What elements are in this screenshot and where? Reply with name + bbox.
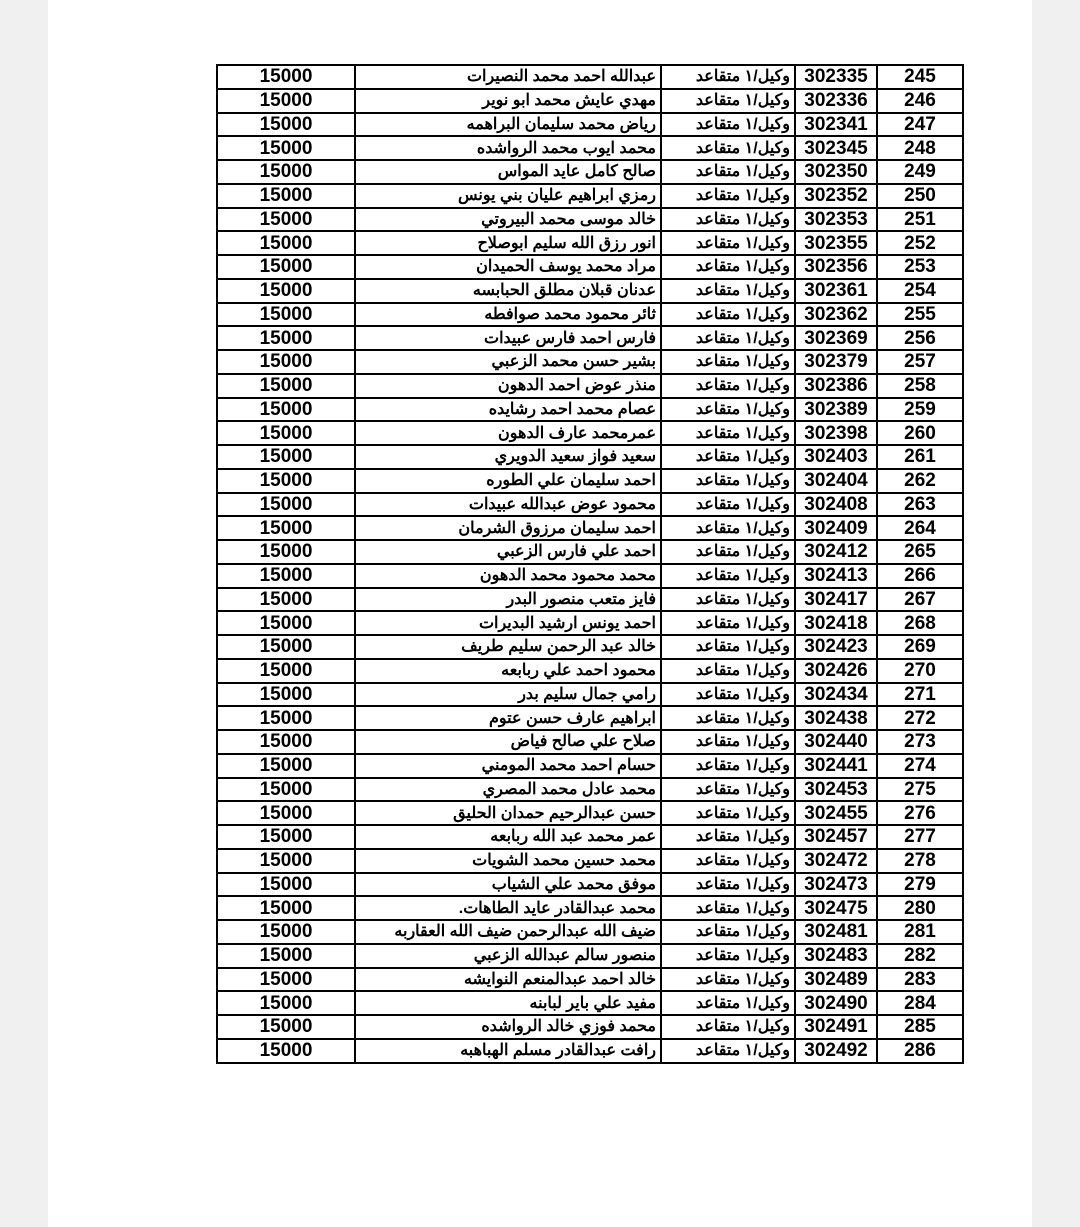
cell-amount: 15000 — [217, 350, 355, 374]
cell-military-number: 302412 — [795, 540, 877, 564]
cell-military-number: 302352 — [795, 184, 877, 208]
table-row — [217, 683, 963, 707]
cell-name: بشير حسن محمد الزعبي — [355, 350, 661, 374]
cell-serial: 285 — [877, 1015, 963, 1039]
cell-military-number: 302453 — [795, 778, 877, 802]
cell-name: صلاح علي صالح فياض — [355, 730, 661, 754]
cell-amount: 15000 — [217, 920, 355, 944]
cell-serial: 278 — [877, 849, 963, 873]
cell-serial: 245 — [877, 65, 963, 89]
cell-serial: 269 — [877, 635, 963, 659]
cell-rank: وكيل/١ متقاعد — [661, 89, 795, 113]
table-row — [217, 493, 963, 517]
cell-serial: 253 — [877, 255, 963, 279]
table-body — [217, 65, 963, 1063]
cell-rank: وكيل/١ متقاعد — [661, 1039, 795, 1063]
cell-name: محمد عادل محمد المصري — [355, 778, 661, 802]
cell-serial: 282 — [877, 944, 963, 968]
cell-rank: وكيل/١ متقاعد — [661, 469, 795, 493]
cell-rank: وكيل/١ متقاعد — [661, 113, 795, 137]
table-row — [217, 350, 963, 374]
table-row — [217, 89, 963, 113]
cell-rank: وكيل/١ متقاعد — [661, 873, 795, 897]
cell-serial: 254 — [877, 279, 963, 303]
cell-name: محمود عوض عبدالله عبيدات — [355, 493, 661, 517]
cell-military-number: 302481 — [795, 920, 877, 944]
table-row — [217, 706, 963, 730]
table-row — [217, 896, 963, 920]
table-row — [217, 279, 963, 303]
cell-name: حسام احمد محمد المومني — [355, 754, 661, 778]
cell-rank: وكيل/١ متقاعد — [661, 896, 795, 920]
cell-name: موفق محمد علي الشياب — [355, 873, 661, 897]
table-row — [217, 1015, 963, 1039]
cell-rank: وكيل/١ متقاعد — [661, 968, 795, 992]
cell-serial: 249 — [877, 160, 963, 184]
cell-amount: 15000 — [217, 825, 355, 849]
cell-rank: وكيل/١ متقاعد — [661, 564, 795, 588]
cell-rank: وكيل/١ متقاعد — [661, 231, 795, 255]
cell-rank: وكيل/١ متقاعد — [661, 754, 795, 778]
cell-military-number: 302492 — [795, 1039, 877, 1063]
cell-name: احمد علي فارس الزعبي — [355, 540, 661, 564]
cell-name: مفيد علي باير لبابنه — [355, 991, 661, 1015]
cell-rank: وكيل/١ متقاعد — [661, 398, 795, 422]
cell-name: انور رزق الله سليم ابوصلاح — [355, 231, 661, 255]
cell-serial: 267 — [877, 588, 963, 612]
cell-name: ضيف الله عبدالرحمن ضيف الله العقاربه — [355, 920, 661, 944]
cell-amount: 15000 — [217, 588, 355, 612]
cell-amount: 15000 — [217, 849, 355, 873]
cell-name: رمزي ابراهيم عليان بني يونس — [355, 184, 661, 208]
cell-military-number: 302490 — [795, 991, 877, 1015]
table-row — [217, 326, 963, 350]
cell-amount: 15000 — [217, 659, 355, 683]
cell-amount: 15000 — [217, 873, 355, 897]
cell-amount: 15000 — [217, 683, 355, 707]
cell-serial: 259 — [877, 398, 963, 422]
cell-amount: 15000 — [217, 896, 355, 920]
cell-rank: وكيل/١ متقاعد — [661, 825, 795, 849]
cell-amount: 15000 — [217, 944, 355, 968]
cell-rank: وكيل/١ متقاعد — [661, 920, 795, 944]
cell-amount: 15000 — [217, 1015, 355, 1039]
cell-rank: وكيل/١ متقاعد — [661, 303, 795, 327]
cell-name: عمر محمد عبد الله ربابعه — [355, 825, 661, 849]
cell-rank: وكيل/١ متقاعد — [661, 516, 795, 540]
cell-military-number: 302483 — [795, 944, 877, 968]
cell-name: محمد حسين محمد الشويات — [355, 849, 661, 873]
table-row — [217, 160, 963, 184]
cell-amount: 15000 — [217, 1039, 355, 1063]
cell-rank: وكيل/١ متقاعد — [661, 493, 795, 517]
cell-name: محمود احمد علي ربابعه — [355, 659, 661, 683]
cell-amount: 15000 — [217, 184, 355, 208]
cell-amount: 15000 — [217, 113, 355, 137]
cell-rank: وكيل/١ متقاعد — [661, 326, 795, 350]
table-row — [217, 754, 963, 778]
cell-rank: وكيل/١ متقاعد — [661, 611, 795, 635]
cell-amount: 15000 — [217, 326, 355, 350]
table-row — [217, 611, 963, 635]
cell-military-number: 302409 — [795, 516, 877, 540]
cell-name: محمد محمود محمد الدهون — [355, 564, 661, 588]
table-row — [217, 113, 963, 137]
cell-military-number: 302336 — [795, 89, 877, 113]
cell-name: منذر عوض احمد الدهون — [355, 374, 661, 398]
cell-military-number: 302350 — [795, 160, 877, 184]
cell-military-number: 302438 — [795, 706, 877, 730]
cell-rank: وكيل/١ متقاعد — [661, 540, 795, 564]
cell-serial: 270 — [877, 659, 963, 683]
cell-amount: 15000 — [217, 303, 355, 327]
cell-rank: وكيل/١ متقاعد — [661, 635, 795, 659]
cell-rank: وكيل/١ متقاعد — [661, 136, 795, 160]
cell-rank: وكيل/١ متقاعد — [661, 208, 795, 232]
cell-military-number: 302417 — [795, 588, 877, 612]
cell-rank: وكيل/١ متقاعد — [661, 801, 795, 825]
cell-military-number: 302440 — [795, 730, 877, 754]
cell-serial: 252 — [877, 231, 963, 255]
cell-name: رامي جمال سليم بدر — [355, 683, 661, 707]
personnel-table — [216, 64, 964, 1064]
cell-serial: 255 — [877, 303, 963, 327]
cell-serial: 271 — [877, 683, 963, 707]
cell-serial: 246 — [877, 89, 963, 113]
cell-rank: وكيل/١ متقاعد — [661, 421, 795, 445]
cell-amount: 15000 — [217, 540, 355, 564]
cell-name: عمرمحمد عارف الدهون — [355, 421, 661, 445]
table-row — [217, 469, 963, 493]
table-row — [217, 445, 963, 469]
cell-military-number: 302369 — [795, 326, 877, 350]
cell-serial: 268 — [877, 611, 963, 635]
cell-military-number: 302455 — [795, 801, 877, 825]
cell-name: احمد سليمان مرزوق الشرمان — [355, 516, 661, 540]
cell-military-number: 302457 — [795, 825, 877, 849]
cell-rank: وكيل/١ متقاعد — [661, 350, 795, 374]
cell-amount: 15000 — [217, 160, 355, 184]
cell-rank: وكيل/١ متقاعد — [661, 160, 795, 184]
table-row — [217, 873, 963, 897]
cell-serial: 260 — [877, 421, 963, 445]
cell-serial: 250 — [877, 184, 963, 208]
table-row — [217, 255, 963, 279]
cell-name: محمد عبدالقادر عايد الطاهات. — [355, 896, 661, 920]
cell-military-number: 302475 — [795, 896, 877, 920]
cell-rank: وكيل/١ متقاعد — [661, 991, 795, 1015]
table-row — [217, 421, 963, 445]
cell-military-number: 302379 — [795, 350, 877, 374]
table-row — [217, 991, 963, 1015]
cell-amount: 15000 — [217, 398, 355, 422]
cell-military-number: 302472 — [795, 849, 877, 873]
table-row — [217, 801, 963, 825]
cell-rank: وكيل/١ متقاعد — [661, 588, 795, 612]
table-row — [217, 825, 963, 849]
cell-military-number: 302491 — [795, 1015, 877, 1039]
cell-name: خالد موسى محمد البيروتي — [355, 208, 661, 232]
cell-serial: 251 — [877, 208, 963, 232]
cell-amount: 15000 — [217, 231, 355, 255]
cell-name: خالد عبد الرحمن سليم طريف — [355, 635, 661, 659]
cell-military-number: 302489 — [795, 968, 877, 992]
document-page — [48, 0, 1032, 1227]
cell-serial: 256 — [877, 326, 963, 350]
cell-amount: 15000 — [217, 255, 355, 279]
cell-serial: 248 — [877, 136, 963, 160]
cell-name: خالد احمد عبدالمنعم النوايشه — [355, 968, 661, 992]
cell-amount: 15000 — [217, 374, 355, 398]
cell-amount: 15000 — [217, 778, 355, 802]
cell-amount: 15000 — [217, 611, 355, 635]
cell-name: مراد محمد يوسف الحميدان — [355, 255, 661, 279]
cell-military-number: 302355 — [795, 231, 877, 255]
cell-name: رياض محمد سليمان البراهمه — [355, 113, 661, 137]
cell-rank: وكيل/١ متقاعد — [661, 683, 795, 707]
cell-rank: وكيل/١ متقاعد — [661, 1015, 795, 1039]
cell-amount: 15000 — [217, 469, 355, 493]
cell-name: فارس احمد فارس عبيدات — [355, 326, 661, 350]
cell-serial: 247 — [877, 113, 963, 137]
cell-rank: وكيل/١ متقاعد — [661, 706, 795, 730]
cell-rank: وكيل/١ متقاعد — [661, 255, 795, 279]
cell-serial: 257 — [877, 350, 963, 374]
cell-serial: 280 — [877, 896, 963, 920]
cell-serial: 283 — [877, 968, 963, 992]
cell-serial: 274 — [877, 754, 963, 778]
cell-serial: 266 — [877, 564, 963, 588]
cell-rank: وكيل/١ متقاعد — [661, 730, 795, 754]
cell-military-number: 302408 — [795, 493, 877, 517]
cell-serial: 261 — [877, 445, 963, 469]
cell-name: منصور سالم عبدالله الزعبي — [355, 944, 661, 968]
cell-serial: 273 — [877, 730, 963, 754]
cell-amount: 15000 — [217, 516, 355, 540]
table-row — [217, 65, 963, 89]
table-row — [217, 1039, 963, 1063]
cell-military-number: 302398 — [795, 421, 877, 445]
cell-amount: 15000 — [217, 445, 355, 469]
cell-amount: 15000 — [217, 564, 355, 588]
table-row — [217, 303, 963, 327]
cell-rank: وكيل/١ متقاعد — [661, 849, 795, 873]
table-row — [217, 849, 963, 873]
cell-name: عبدالله احمد محمد النصيرات — [355, 65, 661, 89]
table-row — [217, 944, 963, 968]
cell-name: عصام محمد احمد رشايده — [355, 398, 661, 422]
cell-name: ابراهيم عارف حسن عتوم — [355, 706, 661, 730]
cell-rank: وكيل/١ متقاعد — [661, 279, 795, 303]
cell-amount: 15000 — [217, 493, 355, 517]
cell-name: مهدي عايش محمد ابو نوير — [355, 89, 661, 113]
cell-serial: 265 — [877, 540, 963, 564]
cell-military-number: 302361 — [795, 279, 877, 303]
cell-rank: وكيل/١ متقاعد — [661, 778, 795, 802]
table-row — [217, 730, 963, 754]
cell-amount: 15000 — [217, 754, 355, 778]
cell-military-number: 302403 — [795, 445, 877, 469]
cell-amount: 15000 — [217, 991, 355, 1015]
cell-name: فايز متعب منصور البدر — [355, 588, 661, 612]
cell-rank: وكيل/١ متقاعد — [661, 445, 795, 469]
cell-rank: وكيل/١ متقاعد — [661, 944, 795, 968]
cell-military-number: 302426 — [795, 659, 877, 683]
cell-military-number: 302386 — [795, 374, 877, 398]
table-row — [217, 920, 963, 944]
cell-military-number: 302362 — [795, 303, 877, 327]
cell-amount: 15000 — [217, 89, 355, 113]
cell-serial: 276 — [877, 801, 963, 825]
cell-rank: وكيل/١ متقاعد — [661, 374, 795, 398]
table-row — [217, 398, 963, 422]
cell-serial: 284 — [877, 991, 963, 1015]
cell-rank: وكيل/١ متقاعد — [661, 659, 795, 683]
table-row — [217, 588, 963, 612]
cell-rank: وكيل/١ متقاعد — [661, 184, 795, 208]
cell-name: صالح كامل عايد المواس — [355, 160, 661, 184]
cell-military-number: 302353 — [795, 208, 877, 232]
cell-serial: 277 — [877, 825, 963, 849]
cell-amount: 15000 — [217, 65, 355, 89]
cell-military-number: 302404 — [795, 469, 877, 493]
cell-amount: 15000 — [217, 968, 355, 992]
cell-name: احمد يونس ارشيد البديرات — [355, 611, 661, 635]
cell-military-number: 302434 — [795, 683, 877, 707]
table-row — [217, 778, 963, 802]
cell-serial: 262 — [877, 469, 963, 493]
cell-amount: 15000 — [217, 421, 355, 445]
cell-name: سعيد فواز سعيد الدويري — [355, 445, 661, 469]
cell-rank: وكيل/١ متقاعد — [661, 65, 795, 89]
cell-amount: 15000 — [217, 635, 355, 659]
cell-military-number: 302423 — [795, 635, 877, 659]
cell-name: محمد فوزي خالد الرواشده — [355, 1015, 661, 1039]
cell-serial: 286 — [877, 1039, 963, 1063]
cell-military-number: 302418 — [795, 611, 877, 635]
table-row — [217, 564, 963, 588]
table-row — [217, 208, 963, 232]
cell-military-number: 302473 — [795, 873, 877, 897]
table-row — [217, 540, 963, 564]
cell-name: احمد سليمان علي الطوره — [355, 469, 661, 493]
cell-military-number: 302335 — [795, 65, 877, 89]
cell-name: رافت عبدالقادر مسلم الهباهبه — [355, 1039, 661, 1063]
table-row — [217, 968, 963, 992]
cell-name: عدنان قبلان مطلق الحبابسه — [355, 279, 661, 303]
cell-serial: 272 — [877, 706, 963, 730]
cell-amount: 15000 — [217, 706, 355, 730]
table-row — [217, 635, 963, 659]
cell-name: محمد ايوب محمد الرواشده — [355, 136, 661, 160]
cell-serial: 279 — [877, 873, 963, 897]
cell-amount: 15000 — [217, 208, 355, 232]
cell-name: حسن عبدالرحيم حمدان الحليق — [355, 801, 661, 825]
table-row — [217, 231, 963, 255]
cell-serial: 264 — [877, 516, 963, 540]
table-row — [217, 374, 963, 398]
cell-serial: 281 — [877, 920, 963, 944]
cell-serial: 263 — [877, 493, 963, 517]
cell-amount: 15000 — [217, 801, 355, 825]
table-row — [217, 659, 963, 683]
table-row — [217, 184, 963, 208]
cell-name: ثائر محمود محمد صوافطه — [355, 303, 661, 327]
cell-amount: 15000 — [217, 730, 355, 754]
table-row — [217, 136, 963, 160]
cell-military-number: 302441 — [795, 754, 877, 778]
cell-serial: 258 — [877, 374, 963, 398]
cell-military-number: 302345 — [795, 136, 877, 160]
cell-military-number: 302356 — [795, 255, 877, 279]
table-row — [217, 516, 963, 540]
cell-amount: 15000 — [217, 279, 355, 303]
cell-military-number: 302341 — [795, 113, 877, 137]
cell-serial: 275 — [877, 778, 963, 802]
cell-military-number: 302413 — [795, 564, 877, 588]
cell-military-number: 302389 — [795, 398, 877, 422]
cell-amount: 15000 — [217, 136, 355, 160]
